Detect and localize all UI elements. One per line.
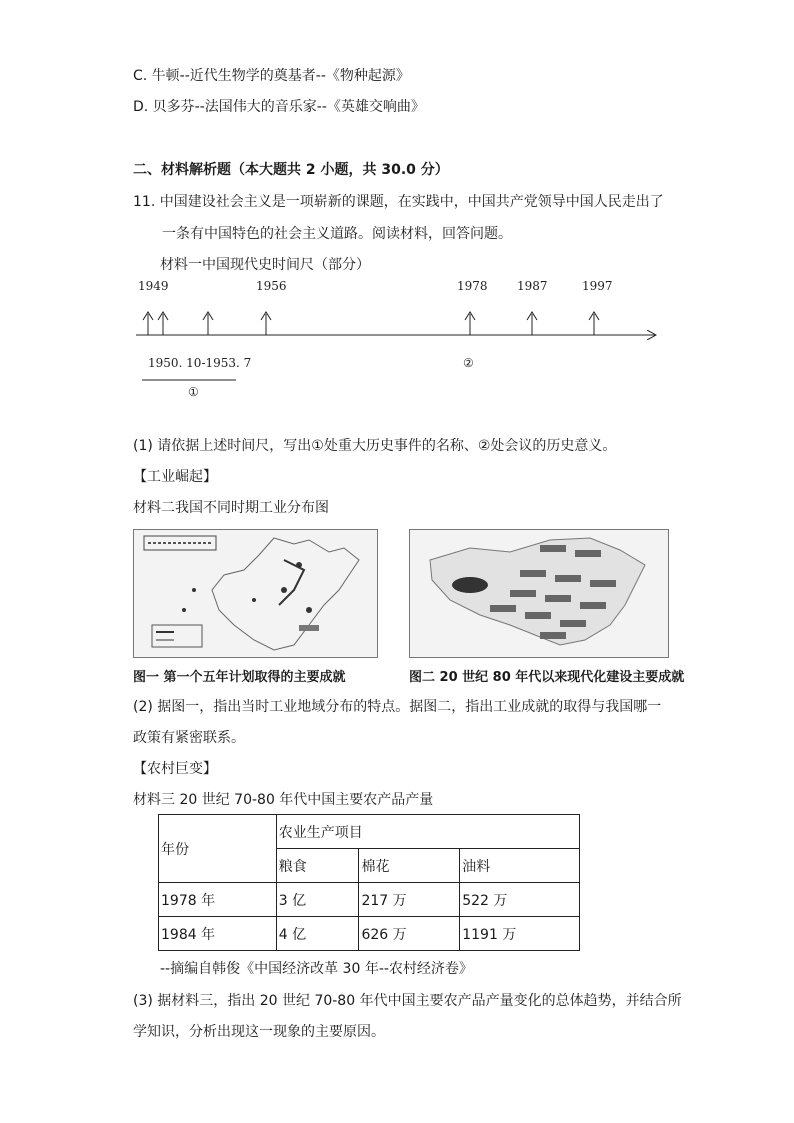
timeline-arrow: [527, 312, 537, 335]
material3-title: 材料三 20 世纪 70-80 年代中国主要农产品产量: [133, 792, 434, 808]
year-label: 1956: [256, 279, 287, 293]
material2-title: 材料二我国不同时期工业分布图: [133, 500, 329, 516]
question-2-line2: 政策有紧密联系。: [133, 730, 245, 746]
table-header-group: 农业生产项目: [276, 815, 579, 849]
marker-2: ②: [463, 356, 474, 370]
map-figure-2-image: [410, 530, 668, 657]
table-header-cell: 粮食: [276, 849, 359, 883]
question-3-line2: 学知识，分析出现这一现象的主要原因。: [133, 1024, 385, 1040]
industry-heading: 【工业崛起】: [133, 469, 217, 485]
table-cell: 217 万: [359, 883, 460, 917]
timeline-arrow: [158, 312, 168, 335]
table-header-year: 年份: [159, 815, 277, 883]
table-cell: 1978 年: [159, 883, 277, 917]
period-label: 1950. 10-1953. 7: [148, 356, 252, 370]
table-cell: 522 万: [460, 883, 580, 917]
timeline-arrow: [589, 312, 599, 335]
table-cell: 1191 万: [460, 917, 580, 951]
question-1: (1) 请依据上述时间尺，写出①处重大历史事件的名称、②处会议的历史意义。: [133, 438, 617, 454]
table-row: [159, 917, 580, 951]
figure-2-caption: 图二 20 世纪 80 年代以来现代化建设主要成就: [409, 670, 685, 685]
timeline-arrow: [465, 312, 475, 335]
year-label: 1987: [517, 279, 548, 293]
table-header-cell: 油料: [460, 849, 580, 883]
year-label: 1997: [582, 279, 613, 293]
question-3-line1: (3) 据材料三，指出 20 世纪 70-80 年代中国主要农产品产量变化的总体趋势，并结合所: [133, 993, 682, 1009]
option-c: C. 牛顿--近代生物学的奠基者--《物种起源》: [133, 68, 410, 84]
map-figure-1-image: [134, 530, 377, 657]
table-cell: 626 万: [359, 917, 460, 951]
source-citation: --摘编自韩俊《中国经济改革 30 年--农村经济卷》: [160, 961, 473, 977]
table-cell: 3 亿: [276, 883, 359, 917]
timeline-arrow: [261, 312, 271, 335]
section-heading: 二、材料解析题（本大题共 2 小题，共 30.0 分）: [133, 162, 449, 178]
map-figure-1: [133, 529, 378, 658]
table-cell: 1984 年: [159, 917, 277, 951]
timeline-arrow: [143, 312, 153, 335]
marker-1: ①: [188, 385, 199, 399]
option-d: D. 贝多芬--法国伟大的音乐家--《英雄交响曲》: [133, 99, 425, 115]
map-figure-2: [409, 529, 669, 658]
timeline-ruler: [130, 270, 670, 410]
year-label: 1949: [138, 279, 169, 293]
production-table: [158, 814, 580, 951]
year-label: 1978: [457, 279, 488, 293]
rural-heading: 【农村巨变】: [133, 761, 217, 777]
timeline-arrow: [203, 312, 213, 335]
question-11-line1: 11. 中国建设社会主义是一项崭新的课题，在实践中，中国共产党领导中国人民走出了: [133, 194, 664, 210]
table-cell: 4 亿: [276, 917, 359, 951]
question-11-line2: 一条有中国特色的社会主义道路。阅读材料，回答问题。: [162, 226, 512, 242]
table-header-cell: 棉花: [359, 849, 460, 883]
question-2-line1: (2) 据图一，指出当时工业地域分布的特点。据图二，指出工业成就的取得与我国哪一: [133, 699, 662, 715]
figure-1-caption: 图一 第一个五年计划取得的主要成就: [133, 670, 346, 685]
table-row: [159, 883, 580, 917]
material1-title: 材料一中国现代史时间尺（部分）: [160, 257, 370, 273]
